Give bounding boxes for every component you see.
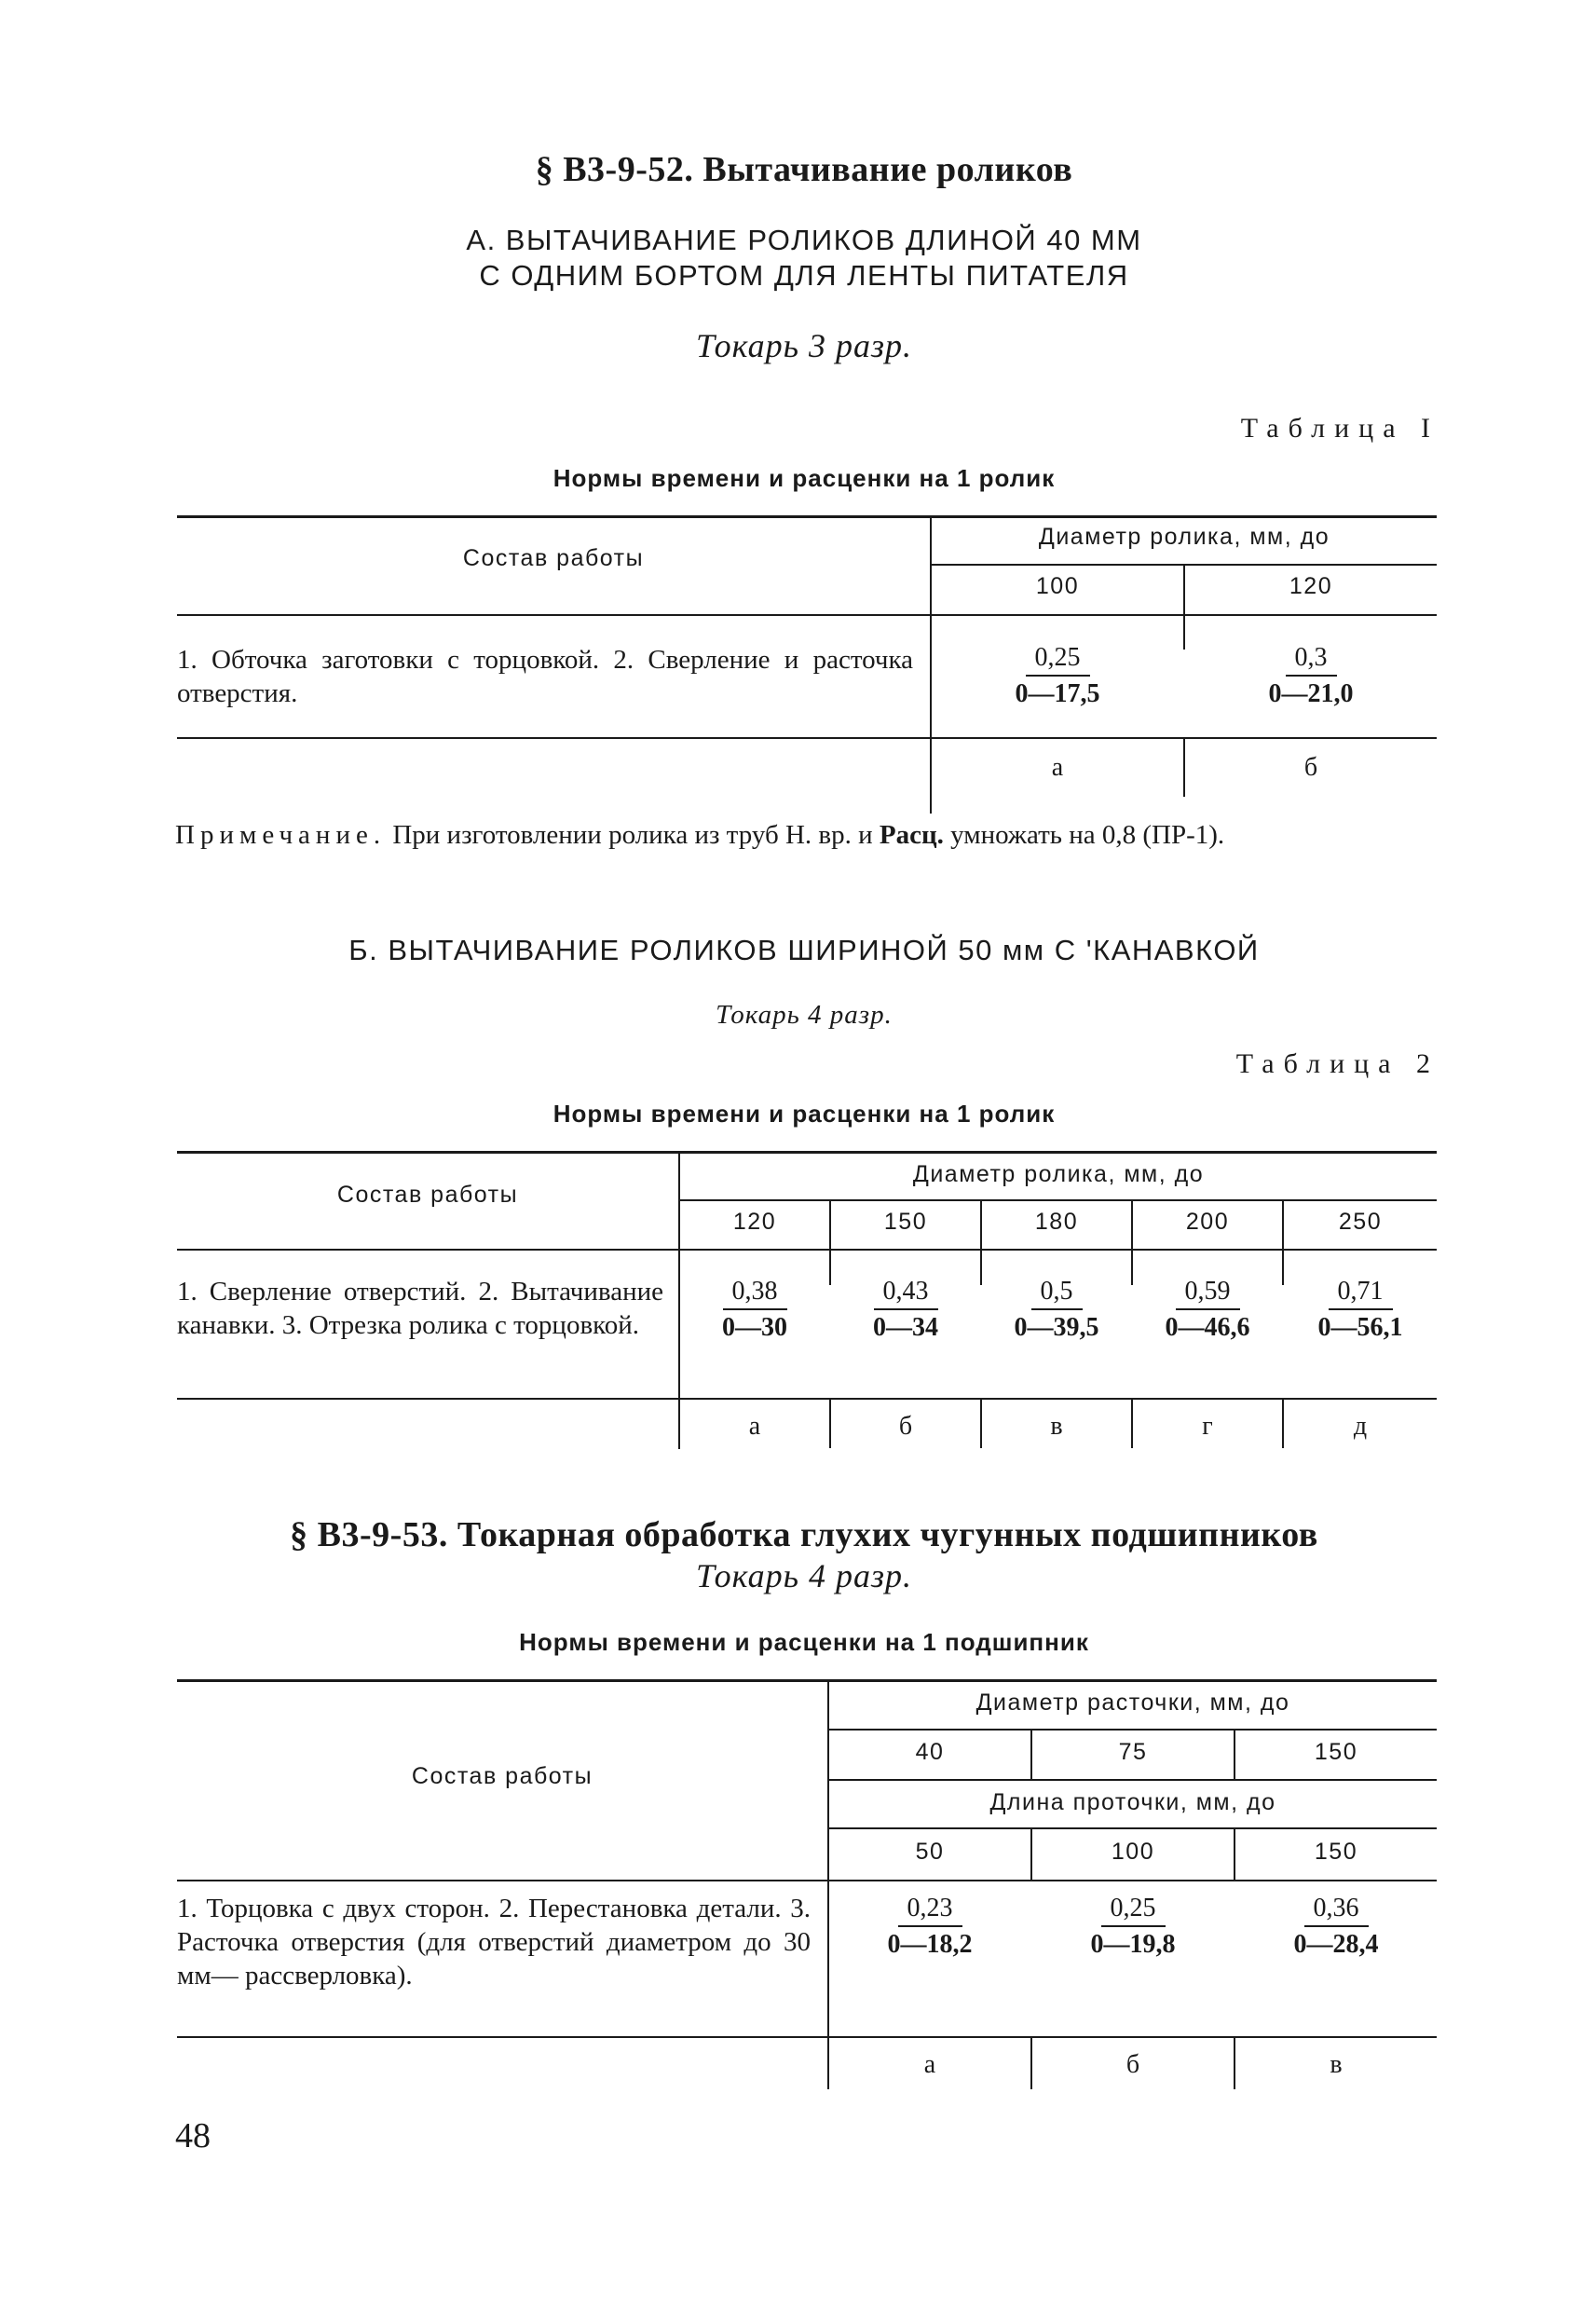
subsection-a-line2: С ОДНИМ БОРТОМ ДЛЯ ЛЕНТЫ ПИТАТЕЛЯ: [479, 259, 1129, 292]
note-text: При изготовлении ролика из труб Н. вр. и: [386, 820, 880, 850]
table-3-len-col-150: 150: [1314, 1839, 1358, 1865]
table-3-letter-c: в: [1330, 2050, 1343, 2079]
table-3-value-a: $\frac{0,23}{0—18,2}$: [887, 1894, 973, 1959]
table-2-letter-b: б: [898, 1412, 913, 1441]
table-3-diam-col-40: 40: [915, 1739, 945, 1765]
table-2-letter-e: д: [1353, 1412, 1368, 1441]
table-1-work-text: 1. Обточка заготовки с торцовкой. 2. Сверление и расточка отверстия.: [177, 645, 913, 708]
table-3-length-header: Длина проточки, мм, до: [989, 1789, 1276, 1815]
table-1-work-header: Состав работы: [462, 545, 645, 571]
table-2-diameter-header: Диаметр ролика, мм, до: [912, 1161, 1205, 1187]
table-2-work-header: Состав работы: [336, 1182, 519, 1208]
table-1-col-100: 100: [1035, 573, 1080, 599]
worker-grade-53: Токарь 4 разр.: [695, 1557, 913, 1594]
table-2-col-200: 200: [1185, 1209, 1230, 1235]
page-number: 48: [175, 2116, 211, 2155]
table-2-letter-c: в: [1050, 1412, 1063, 1441]
table-2-value-d: $\frac{0,59}{0—46,6}$: [1165, 1277, 1250, 1342]
table-1-value-a: $\frac{0,25}{0—17,5}$: [1015, 643, 1100, 708]
table-2-work-text: 1. Сверление отверстий. 2. Вытачивание канавки. 3. Отрезка ролика с торцовкой.: [177, 1277, 663, 1340]
worker-grade-a: Токарь 3 разр.: [695, 327, 913, 364]
table-3-letter-b: б: [1125, 2050, 1140, 2079]
table-1-caption: Нормы времени и расценки на 1 ролик: [552, 464, 1056, 492]
table-3-value-c: $\frac{0,36}{0—28,4}$: [1293, 1894, 1379, 1959]
table-1-letter-a: а: [1051, 753, 1064, 782]
subsection-a-line1: А. ВЫТАЧИВАНИЕ РОЛИКОВ ДЛИНОЙ 40 ММ: [466, 224, 1142, 256]
table-1-label: Таблица I: [1240, 413, 1439, 444]
table-2-col-180: 180: [1034, 1209, 1079, 1235]
table-3-diameter-header: Диаметр расточки, мм, до: [975, 1690, 1290, 1716]
table-3-value-b: $\frac{0,25}{0—19,8}$: [1090, 1894, 1176, 1959]
table-2-caption: Нормы времени и расценки на 1 ролик: [552, 1100, 1056, 1128]
table-3-caption: Нормы времени и расценки на 1 подшипник: [519, 1628, 1089, 1656]
table-2-value-c: $\frac{0,5}{0—39,5}$: [1014, 1277, 1099, 1342]
table-2-letter-d: г: [1202, 1412, 1213, 1441]
worker-grade-b: Токарь 4 разр.: [716, 1000, 893, 1030]
table-3-len-col-50: 50: [915, 1839, 945, 1865]
table-3-letter-a: а: [923, 2050, 936, 2079]
table-2-value-a: $\frac{0,38}{0—30}$: [722, 1277, 787, 1342]
table-3-diam-col-75: 75: [1118, 1739, 1148, 1765]
subsection-b-line: Б. ВЫТАЧИВАНИЕ РОЛИКОВ ШИРИНОЙ 50 мм С 'КАНАВКОЙ: [348, 934, 1260, 966]
table-3-work-text: 1. Торцовка с двух сторон. 2. Перестановка детали. 3. Расточка отверстия (для отверстий диаметром до 30 мм— рассверловка).: [177, 1894, 811, 1991]
section-53-title: § В3-9-53. Токарная обработка глухих чугунных подшипников: [290, 1515, 1318, 1554]
table-2-value-e: $\frac{0,71}{0—56,1}$: [1317, 1277, 1403, 1342]
table-1-col-120: 120: [1289, 573, 1333, 599]
table-3-len-col-100: 100: [1111, 1839, 1155, 1865]
table-1-letter-b: б: [1303, 753, 1318, 782]
table-1-value-b: $\frac{0,3}{0—21,0}$: [1268, 643, 1354, 708]
note-prefix: Примечание.: [175, 820, 387, 850]
note-bold: Расц.: [879, 820, 944, 850]
section-52-title: § В3-9-52. Вытачивание роликов: [535, 150, 1073, 189]
table-2-col-250: 250: [1338, 1209, 1383, 1235]
table-3-work-header: Состав работы: [411, 1763, 593, 1789]
table-2-col-150: 150: [883, 1209, 928, 1235]
table-2-value-b: $\frac{0,43}{0—34}$: [873, 1277, 938, 1342]
table-2-label: Таблица 2: [1235, 1048, 1439, 1079]
note-text-2: умножать на 0,8 (ПР-1).: [943, 820, 1225, 850]
note-paragraph: [175, 818, 1433, 852]
table-1-diameter-header: Диаметр ролика, мм, до: [1038, 524, 1330, 550]
table-2-col-120: 120: [732, 1209, 777, 1235]
table-3-diam-col-150: 150: [1314, 1739, 1358, 1765]
table-2-letter-a: а: [748, 1412, 761, 1441]
